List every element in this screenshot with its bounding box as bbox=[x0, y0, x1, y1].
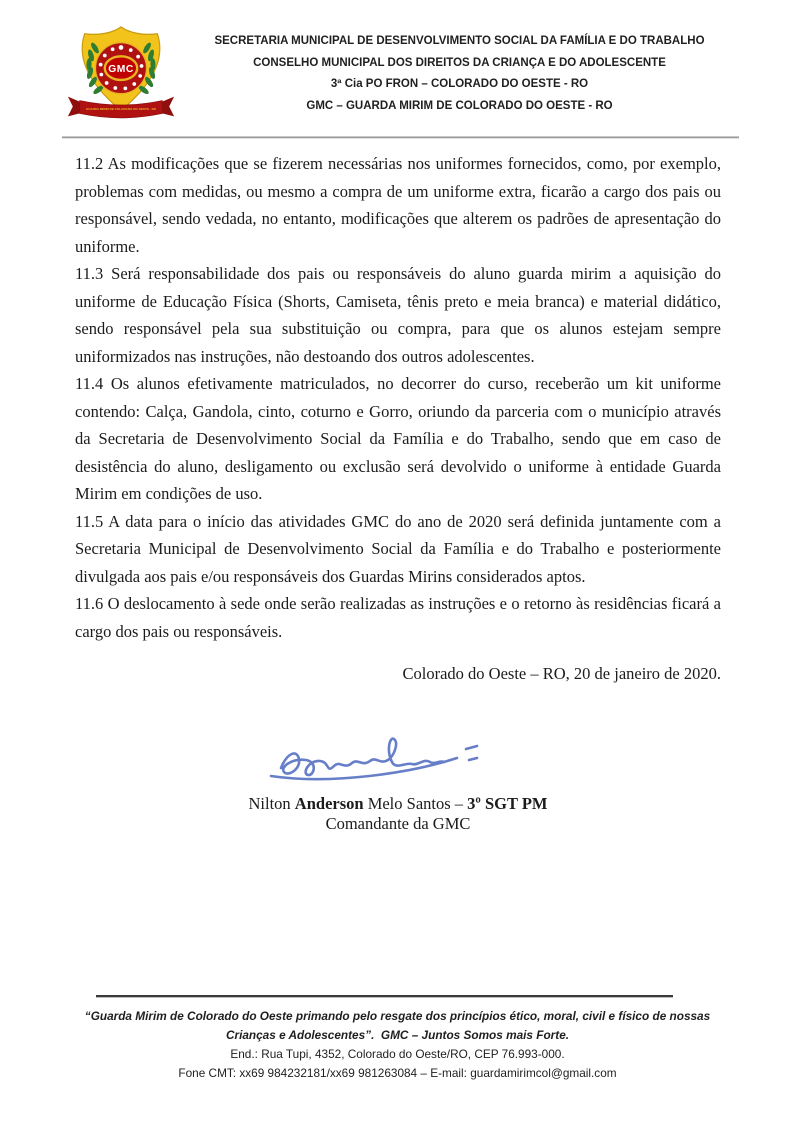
header-divider-rule bbox=[62, 136, 739, 139]
signatory-role: Comandante da GMC bbox=[325, 813, 471, 833]
org-line-4: GMC – GUARDA MIRIM DE COLORADO DO OESTE - RO bbox=[306, 99, 613, 112]
footer-address: End.: Rua Tupi, 4352, Colorado do Oeste/RO, CEP 76.993-000. bbox=[230, 1047, 565, 1061]
letterhead-text bbox=[180, 24, 739, 117]
name-part-bold-1: Anderson bbox=[294, 793, 364, 813]
logo-ribbon-text: GUARDA MIRIM DE COLORADO DO OESTE - RO bbox=[85, 106, 157, 111]
clause-11-2: 11.2 As modificações que se fizerem necessárias nos uniformes fornecidos, como, por exemplo, problemas com medidas, ou mesmo a compra de um uniforme extra, ficarão a cargo dos pais ou responsável, sendo vedada, no entanto, modificações que alterem os padrões de apresentação do uniforme. bbox=[75, 154, 721, 256]
logo-monogram: GMC bbox=[108, 64, 134, 76]
gmc-crest-logo bbox=[62, 24, 180, 132]
document-body bbox=[75, 150, 721, 834]
footer-motto: “Guarda Mirim de Colorado do Oeste primando pelo resgate dos princípios ético, moral, civil e físico de nossas Crianças e Adolescentes”. GMC – Juntos Somos mais Forte. bbox=[84, 1009, 711, 1042]
clause-11-6: 11.6 O deslocamento à sede onde serão realizadas as instruções e o retorno às residências ficará a cargo dos pais ou responsáveis. bbox=[75, 594, 721, 641]
org-line-1: SECRETARIA MUNICIPAL DE DESENVOLVIMENTO SOCIAL DA FAMÍLIA E DO TRABALHO bbox=[214, 35, 705, 47]
footer-phone-email: Fone CMT: xx69 984232181/xx69 981263084 – E-mail: guardamirimcol@gmail.com bbox=[178, 1066, 617, 1080]
handwritten-signature bbox=[261, 720, 491, 792]
name-part-bold-2: 3º SGT PM bbox=[467, 793, 548, 813]
signature-block bbox=[75, 720, 721, 834]
crest-icon bbox=[62, 24, 180, 132]
name-part-regular-2: Melo Santos – bbox=[363, 793, 468, 813]
name-part-regular-1: Nilton bbox=[248, 793, 295, 813]
footer-divider-rule bbox=[96, 995, 673, 998]
org-line-2: CONSELHO MUNICIPAL DOS DIREITOS DA CRIANÇA E DO ADOLESCENTE bbox=[253, 56, 666, 69]
clause-11-4: 11.4 Os alunos efetivamente matriculados, no decorrer do curso, receberão um kit uniforme contendo: Calça, Gandola, cinto, coturno e Gorro, oriundo da parceria com o município através da Secretaria de Desenvolvimento Social da Família e do Trabalho, sendo que em caso de desistência do aluno, desligamento ou exclusão será devolvido o uniforme à entidade Guarda Mirim em condições de uso. bbox=[75, 374, 721, 503]
clause-11-3: 11.3 Será responsabilidade dos pais ou responsáveis do aluno guarda mirim a aquisição do uniforme de Educação Física (Shorts, Camiseta, tênis preto e meia branca) e material didático, sendo responsável pela sua substituição ou compra, para que os alunos estejam sempre uniformizados nas instruções, não destoando dos outros adolescentes. bbox=[75, 264, 721, 366]
document-footer bbox=[0, 995, 795, 1083]
signatory-name bbox=[75, 794, 721, 814]
clause-11-5: 11.5 A data para o início das atividades GMC do ano de 2020 será definida juntamente com a Secretaria Municipal de Desenvolvimento Social da Família e do Trabalho e posteriormente divulgada aos pais e/ou responsáveis dos Guardas Mirins considerados aptos. bbox=[75, 511, 721, 586]
letterhead bbox=[62, 24, 739, 132]
org-line-3: 3ª Cia PO FRON – COLORADO DO OESTE - RO bbox=[330, 78, 589, 90]
dateline: Colorado do Oeste – RO, 20 de janeiro de 2020. bbox=[402, 664, 721, 683]
